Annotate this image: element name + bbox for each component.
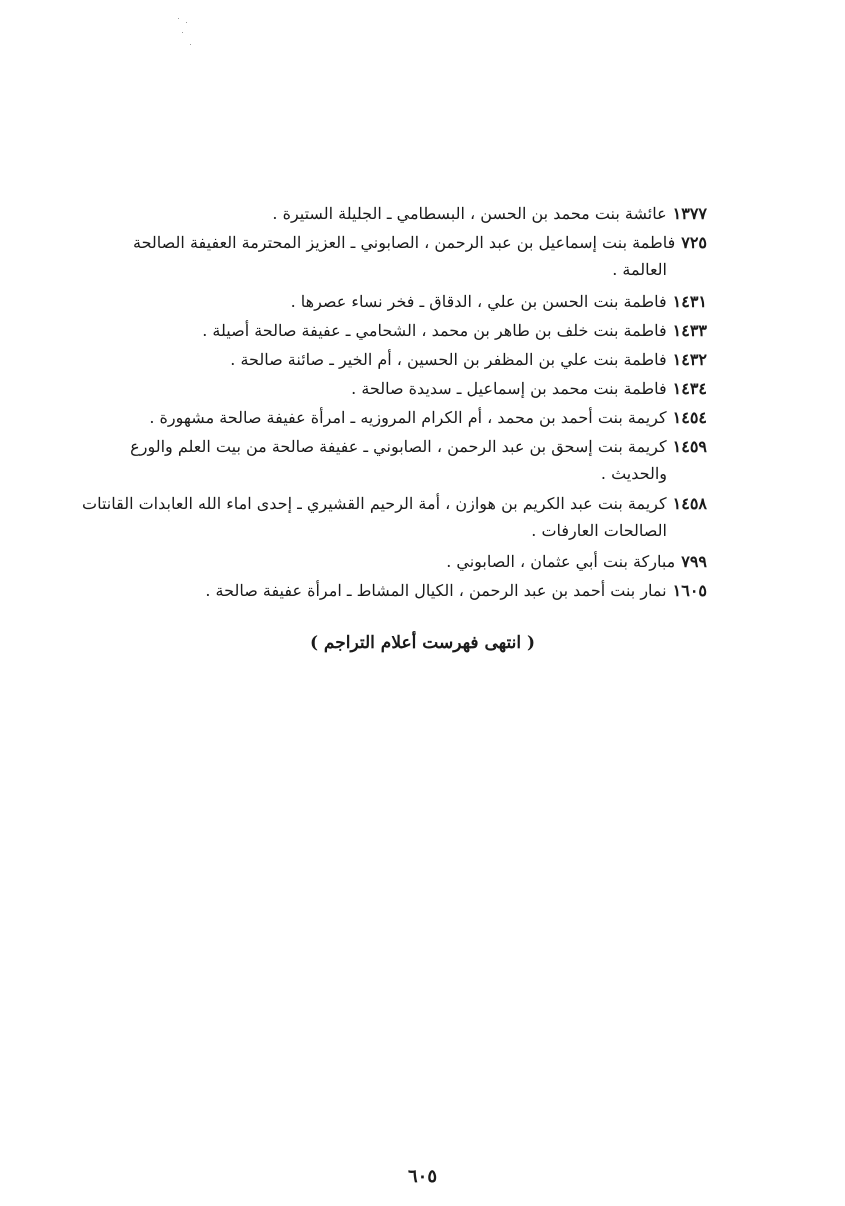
entry-number: ١٤٣٤ [672,379,707,398]
entry-number: ١٣٧٧ [672,204,707,223]
entry-continuation: والحديث . [600,464,667,483]
scan-speck [186,22,187,23]
index-end-note: ( انتهى فهرست أعلام التراجم ) [309,633,536,653]
entry-text: نمار بنت أحمد بن عبد الرحمن ، الكيال المشاط ـ امرأة عفيفة صالحة . [205,581,667,600]
scan-speck [178,18,179,19]
entry-text: كريمة بنت عبد الكريم بن هوازن ، أمة الرحيم القشيري ـ إحدى اماء الله العابدات القانتات [82,494,667,513]
entry-text: فاطمة بنت خلف بن طاهر بن محمد ، الشحامي ـ عفيفة صالحة أصيلة . [202,321,667,340]
index-entry [107,200,707,227]
entry-number: ٧٩٩ [681,552,707,571]
entry-number: ١٤٣١ [672,292,707,311]
entry-continuation: الصالحات العارفات . [531,521,667,540]
entry-text: مباركة بنت أبي عثمان ، الصابوني . [446,552,676,571]
entry-number: ١٤٣٣ [672,321,707,340]
entry-text: فاطمة بنت علي بن المظفر بن الحسين ، أم الخير ـ صائنة صالحة . [230,350,667,369]
entry-number: ٧٢٥ [681,233,707,252]
index-entry [107,404,707,431]
entry-text: كريمة بنت أحمد بن محمد ، أم الكرام المروزيه ـ امرأة عفيفة صالحة مشهورة . [149,408,667,427]
page-number: ٦٠٥ [407,1166,437,1187]
index-entry [7,433,707,487]
index-entry [7,490,707,544]
entry-text: فاطمة بنت محمد بن إسماعيل ـ سديدة صالحة . [351,379,667,398]
entry-continuation: العالمة . [612,260,667,279]
index-entry [107,346,707,373]
entry-number: ١٤٥٨ [672,494,707,513]
entry-text: كريمة بنت إسحق بن عبد الرحمن ، الصابوني ـ عفيفة صالحة من بيت العلم والورع [130,437,667,456]
index-entry [107,375,707,402]
entry-number: ١٦٠٥ [672,581,707,600]
entry-text: فاطمة بنت الحسن بن علي ، الدقاق ـ فخر نساء عصرها . [290,292,667,311]
entry-number: ١٤٣٢ [672,350,707,369]
index-entry [107,288,707,315]
entry-text: عائشة بنت محمد بن الحسن ، البسطامي ـ الجليلة الستيرة . [272,204,667,223]
entry-number: ١٤٥٤ [672,408,707,427]
scan-speck [182,32,183,33]
index-entry [7,229,707,283]
index-entry [107,317,707,344]
entry-number: ١٤٥٩ [672,437,707,456]
index-entry [107,548,707,575]
index-entry [107,577,707,604]
scan-speck [190,44,191,45]
entry-text: فاطمة بنت إسماعيل بن عبد الرحمن ، الصابوني ـ العزيز المحترمة العفيفة الصالحة [133,233,676,252]
